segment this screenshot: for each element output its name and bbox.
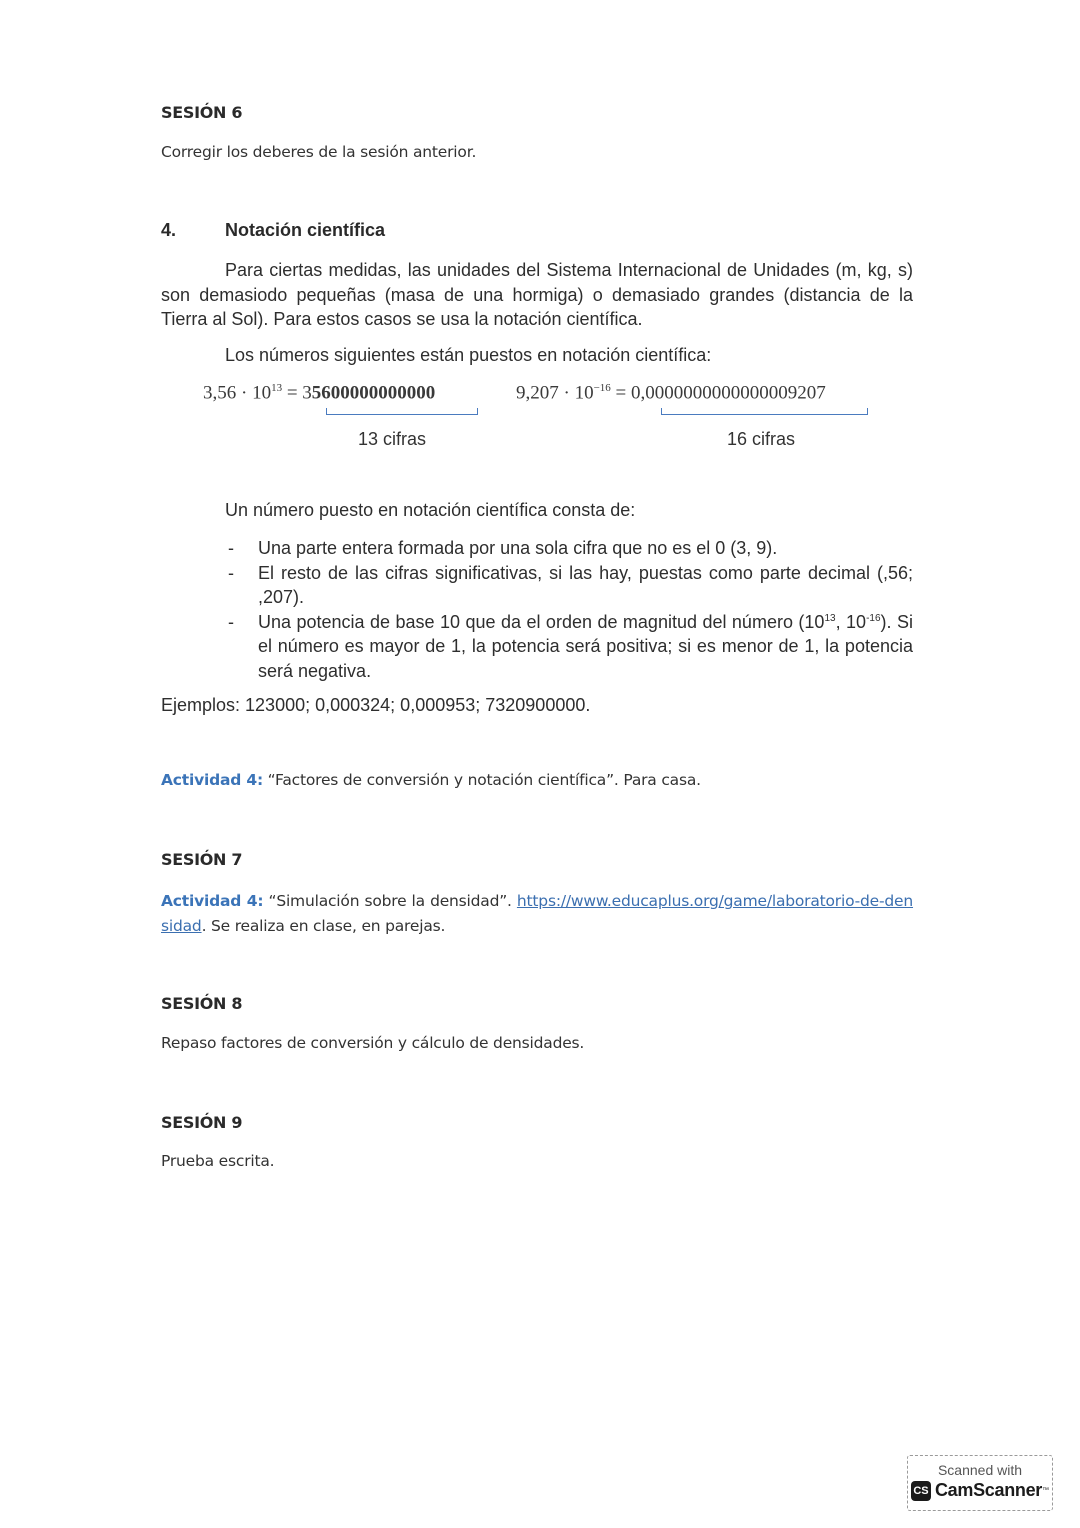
bullet-item-2 [225, 561, 913, 610]
example-1-brace [326, 408, 478, 415]
watermark-top-text: Scanned with [937, 1462, 1023, 1478]
density-lab-link[interactable]: https://www.educaplus.org/game/laboratorio-de-densidad [161, 892, 914, 935]
section-number: 4. [161, 220, 177, 240]
example-2-equals: = [610, 382, 632, 404]
example-1-expanded-first: 3 [302, 382, 312, 404]
bullet-3-sup-2: -16 [866, 612, 881, 624]
camscanner-watermark [907, 1455, 1053, 1511]
bullet-list [225, 536, 913, 683]
example-1-mantissa: 3,56 · 10 [203, 382, 272, 404]
consists-lead: Un número puesto en notación científica consta de: [225, 500, 636, 520]
activity-class-after: . Se realiza en clase, en parejas. [201, 917, 446, 935]
watermark-brand [908, 1480, 1052, 1501]
bullet-2-text: El resto de las cifras significativas, si las hay, puestas como parte decimal (,56; ,207). [258, 562, 913, 607]
example-2-mantissa: 9,207 · 10 [516, 382, 594, 404]
bullet-dash: - [228, 562, 234, 583]
session-6-text: Corregir los deberes de la sesión anterior. [161, 143, 477, 161]
section-heading: Notación científica [225, 220, 386, 240]
example-2-brace-label: 16 cifras [727, 429, 796, 449]
bullet-dash: - [228, 538, 234, 558]
example-2-exponent: −16 [593, 382, 611, 394]
example-1-brace-label: 13 cifras [358, 429, 427, 449]
example-2-brace [661, 408, 868, 415]
activity-home [161, 771, 701, 789]
bullet-dash: - [228, 611, 234, 632]
example-2-expanded: 0,0000000000000009207 [631, 382, 826, 404]
activity-class-text: “Simulación sobre la densidad”. [263, 892, 517, 910]
bullet-3-text-b: , 10 [835, 611, 867, 632]
examples-lead: Los números siguientes están puestos en notación científica: [225, 345, 712, 365]
session-8-text: Repaso factores de conversión y cálculo de densidades. [161, 1034, 585, 1052]
activity-home-text: “Factores de conversión y notación científica”. Para casa. [262, 771, 701, 789]
bullet-3-text-c: ). Si el número es mayor de 1, la potencia será positiva; si es menor de 1, la potencia será negativa. [258, 611, 913, 681]
session-8-title: SESIÓN 8 [161, 994, 243, 1013]
watermark-name: CamScanner [934, 1480, 1043, 1500]
session-9-title: SESIÓN 9 [161, 1113, 243, 1132]
examples-line: Ejemplos: 123000; 0,000324; 0,000953; 7320900000. [161, 695, 591, 715]
session-6-title: SESIÓN 6 [161, 103, 243, 122]
example-1-exponent: 13 [271, 382, 283, 394]
bullet-3-sup-1: 13 [824, 612, 836, 624]
example-1-expanded-rest: 5600000000000 [311, 382, 436, 404]
session-9-text: Prueba escrita. [161, 1152, 275, 1170]
camscanner-logo-icon: CS [911, 1481, 931, 1501]
example-1-equals: = [282, 382, 303, 404]
bullet-item-1 [225, 536, 913, 561]
example-2-formula [516, 382, 826, 404]
example-1-formula [203, 382, 435, 404]
bullet-1-text: Una parte entera formada por una sola cifra que no es el 0 (3, 9). [258, 538, 778, 558]
activity-home-label: Actividad 4: [161, 771, 263, 789]
session-7-text [161, 889, 913, 939]
bullet-3-text-a: Una potencia de base 10 que da el orden de magnitud del número (10 [258, 611, 825, 632]
activity-class-label: Actividad 4: [161, 892, 264, 910]
intro-paragraph: Para ciertas medidas, las unidades del Sistema Internacional de Unidades (m, kg, s) son demasiodo pequeñas (masa de una hormiga) o demasiado grandes (distancia de la Tierra al Sol). Para estos casos se usa la notación científica. [161, 260, 913, 329]
session-7-title: SESIÓN 7 [161, 850, 243, 869]
watermark-tm: ™ [1042, 1487, 1050, 1494]
bullet-item-3 [225, 610, 913, 684]
